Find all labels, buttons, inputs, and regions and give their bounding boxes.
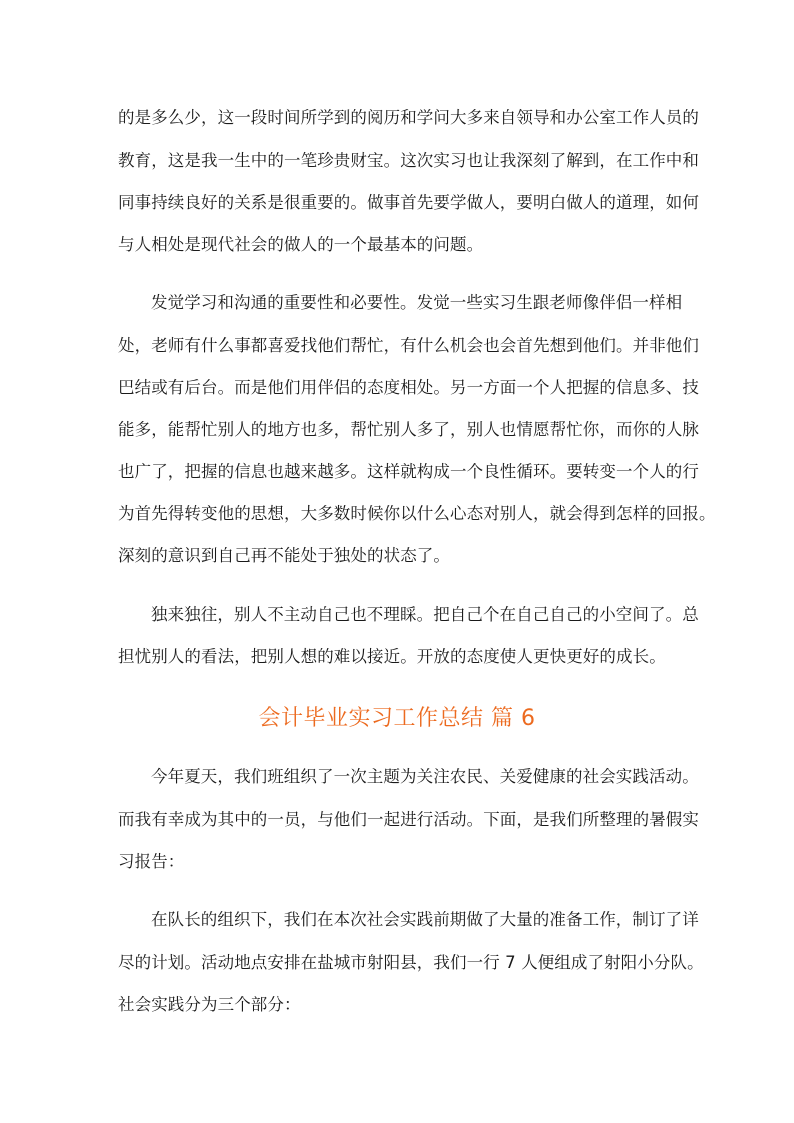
section-heading: 会计毕业实习工作总结 篇 6 xyxy=(258,706,536,731)
text-line: 能多，能帮忙别人的地方也多，帮忙别人多了，别人也情愿帮忙你，而你的人脉 xyxy=(118,420,699,439)
text-line: 担忧别人的看法，把别人想的难以接近。开放的态度使人更快更好的成长。 xyxy=(118,647,666,666)
text-line: 巴结或有后台。而是他们用伴侣的态度相处。另一方面一个人把握的信息多、技 xyxy=(118,378,699,397)
text-line: 处，老师有什么事都喜爱找他们帮忙，有什么机会也会首先想到他们。并非他们 xyxy=(118,336,699,355)
text-line: 同事持续良好的关系是很重要的。做事首先要学做人，要明白做人的道理，如何 xyxy=(118,193,699,212)
text-line: 为首先得转变他的思想，大多数时候你以什么心态对别人，就会得到怎样的回报。 xyxy=(118,504,716,523)
text-line: 今年夏天，我们班组织了一次主题为关注农民、关爱健康的社会实践活动。 xyxy=(151,767,699,786)
text-line: 尽的计划。活动地点安排在盐城市射阳县，我们一行 7 人便组成了射阳小分队。 xyxy=(118,953,704,972)
text-line: 而我有幸成为其中的一员，与他们一起进行活动。下面，是我们所整理的暑假实 xyxy=(118,810,699,829)
text-line: 深刻的意识到自己再不能处于独处的状态了。 xyxy=(118,546,450,565)
text-line: 发觉学习和沟通的重要性和必要性。发觉一些实习生跟老师像伴侣一样相 xyxy=(151,293,683,312)
text-line: 的是多么少，这一段时间所学到的阅历和学问大多来自领导和办公室工作人员的 xyxy=(118,108,699,127)
text-line: 与人相处是现代社会的做人的一个最基本的问题。 xyxy=(118,235,484,254)
text-line: 社会实践分为三个部分： xyxy=(118,995,301,1014)
text-line: 教育，这是我一生中的一笔珍贵财宝。这次实习也让我深刻了解到，在工作中和 xyxy=(118,151,699,170)
text-line: 独来独往，别人不主动自己也不理睬。把自己个在自己自己的小空间了。总 xyxy=(151,605,699,624)
text-line: 习报告： xyxy=(118,852,185,871)
text-line: 在队长的组织下，我们在本次社会实践前期做了大量的准备工作，制订了详 xyxy=(151,910,699,929)
text-line: 也广了，把握的信息也越来越多。这样就构成一个良性循环。要转变一个人的行 xyxy=(118,462,699,481)
